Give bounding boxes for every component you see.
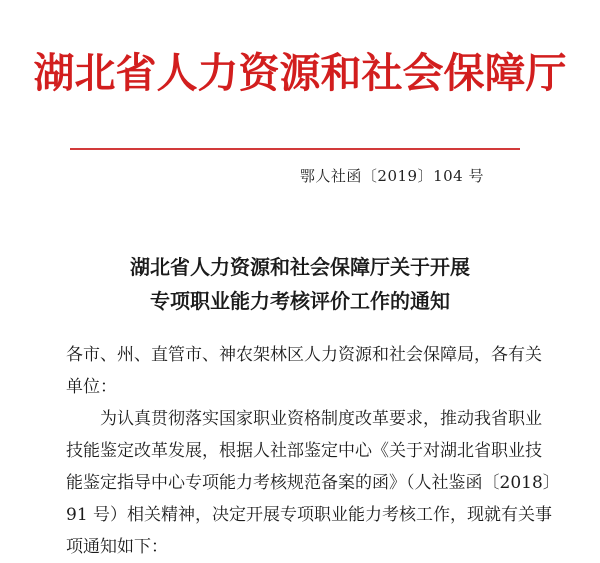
paragraph-line-2: 技能鉴定改革发展，根据人社部鉴定中心《关于对湖北省职业技 bbox=[66, 441, 542, 461]
red-divider-line bbox=[70, 148, 520, 150]
document-number: 鄂人社函〔2019〕104 号 bbox=[299, 167, 484, 185]
addressee-line-1: 各市、州、直管市、神农架林区人力资源和社会保障局，各有关 bbox=[66, 345, 542, 365]
issuing-authority-masthead: 湖北省人力资源和社会保障厅 bbox=[33, 49, 567, 97]
document-title bbox=[0, 250, 600, 318]
title-line-2: 专项职业能力考核评价工作的通知 bbox=[150, 289, 450, 313]
paragraph-line-5: 项通知如下： bbox=[66, 537, 168, 557]
paragraph-line-1: 为认真贯彻落实国家职业资格制度改革要求，推动我省职业 bbox=[100, 409, 542, 429]
document-body bbox=[66, 339, 560, 563]
addressee-paragraph bbox=[66, 339, 542, 403]
paragraph-line-3: 能鉴定指导中心专项能力考核规范备案的函》（人社鉴函〔2018〕 bbox=[66, 473, 560, 493]
addressee-line-2: 单位： bbox=[66, 377, 117, 397]
paragraph-line-4: 91 号）相关精神，决定开展专项职业能力考核工作，现就有关事 bbox=[66, 505, 553, 525]
title-line-1: 湖北省人力资源和社会保障厅关于开展 bbox=[130, 255, 470, 279]
body-paragraph-1 bbox=[66, 403, 560, 563]
